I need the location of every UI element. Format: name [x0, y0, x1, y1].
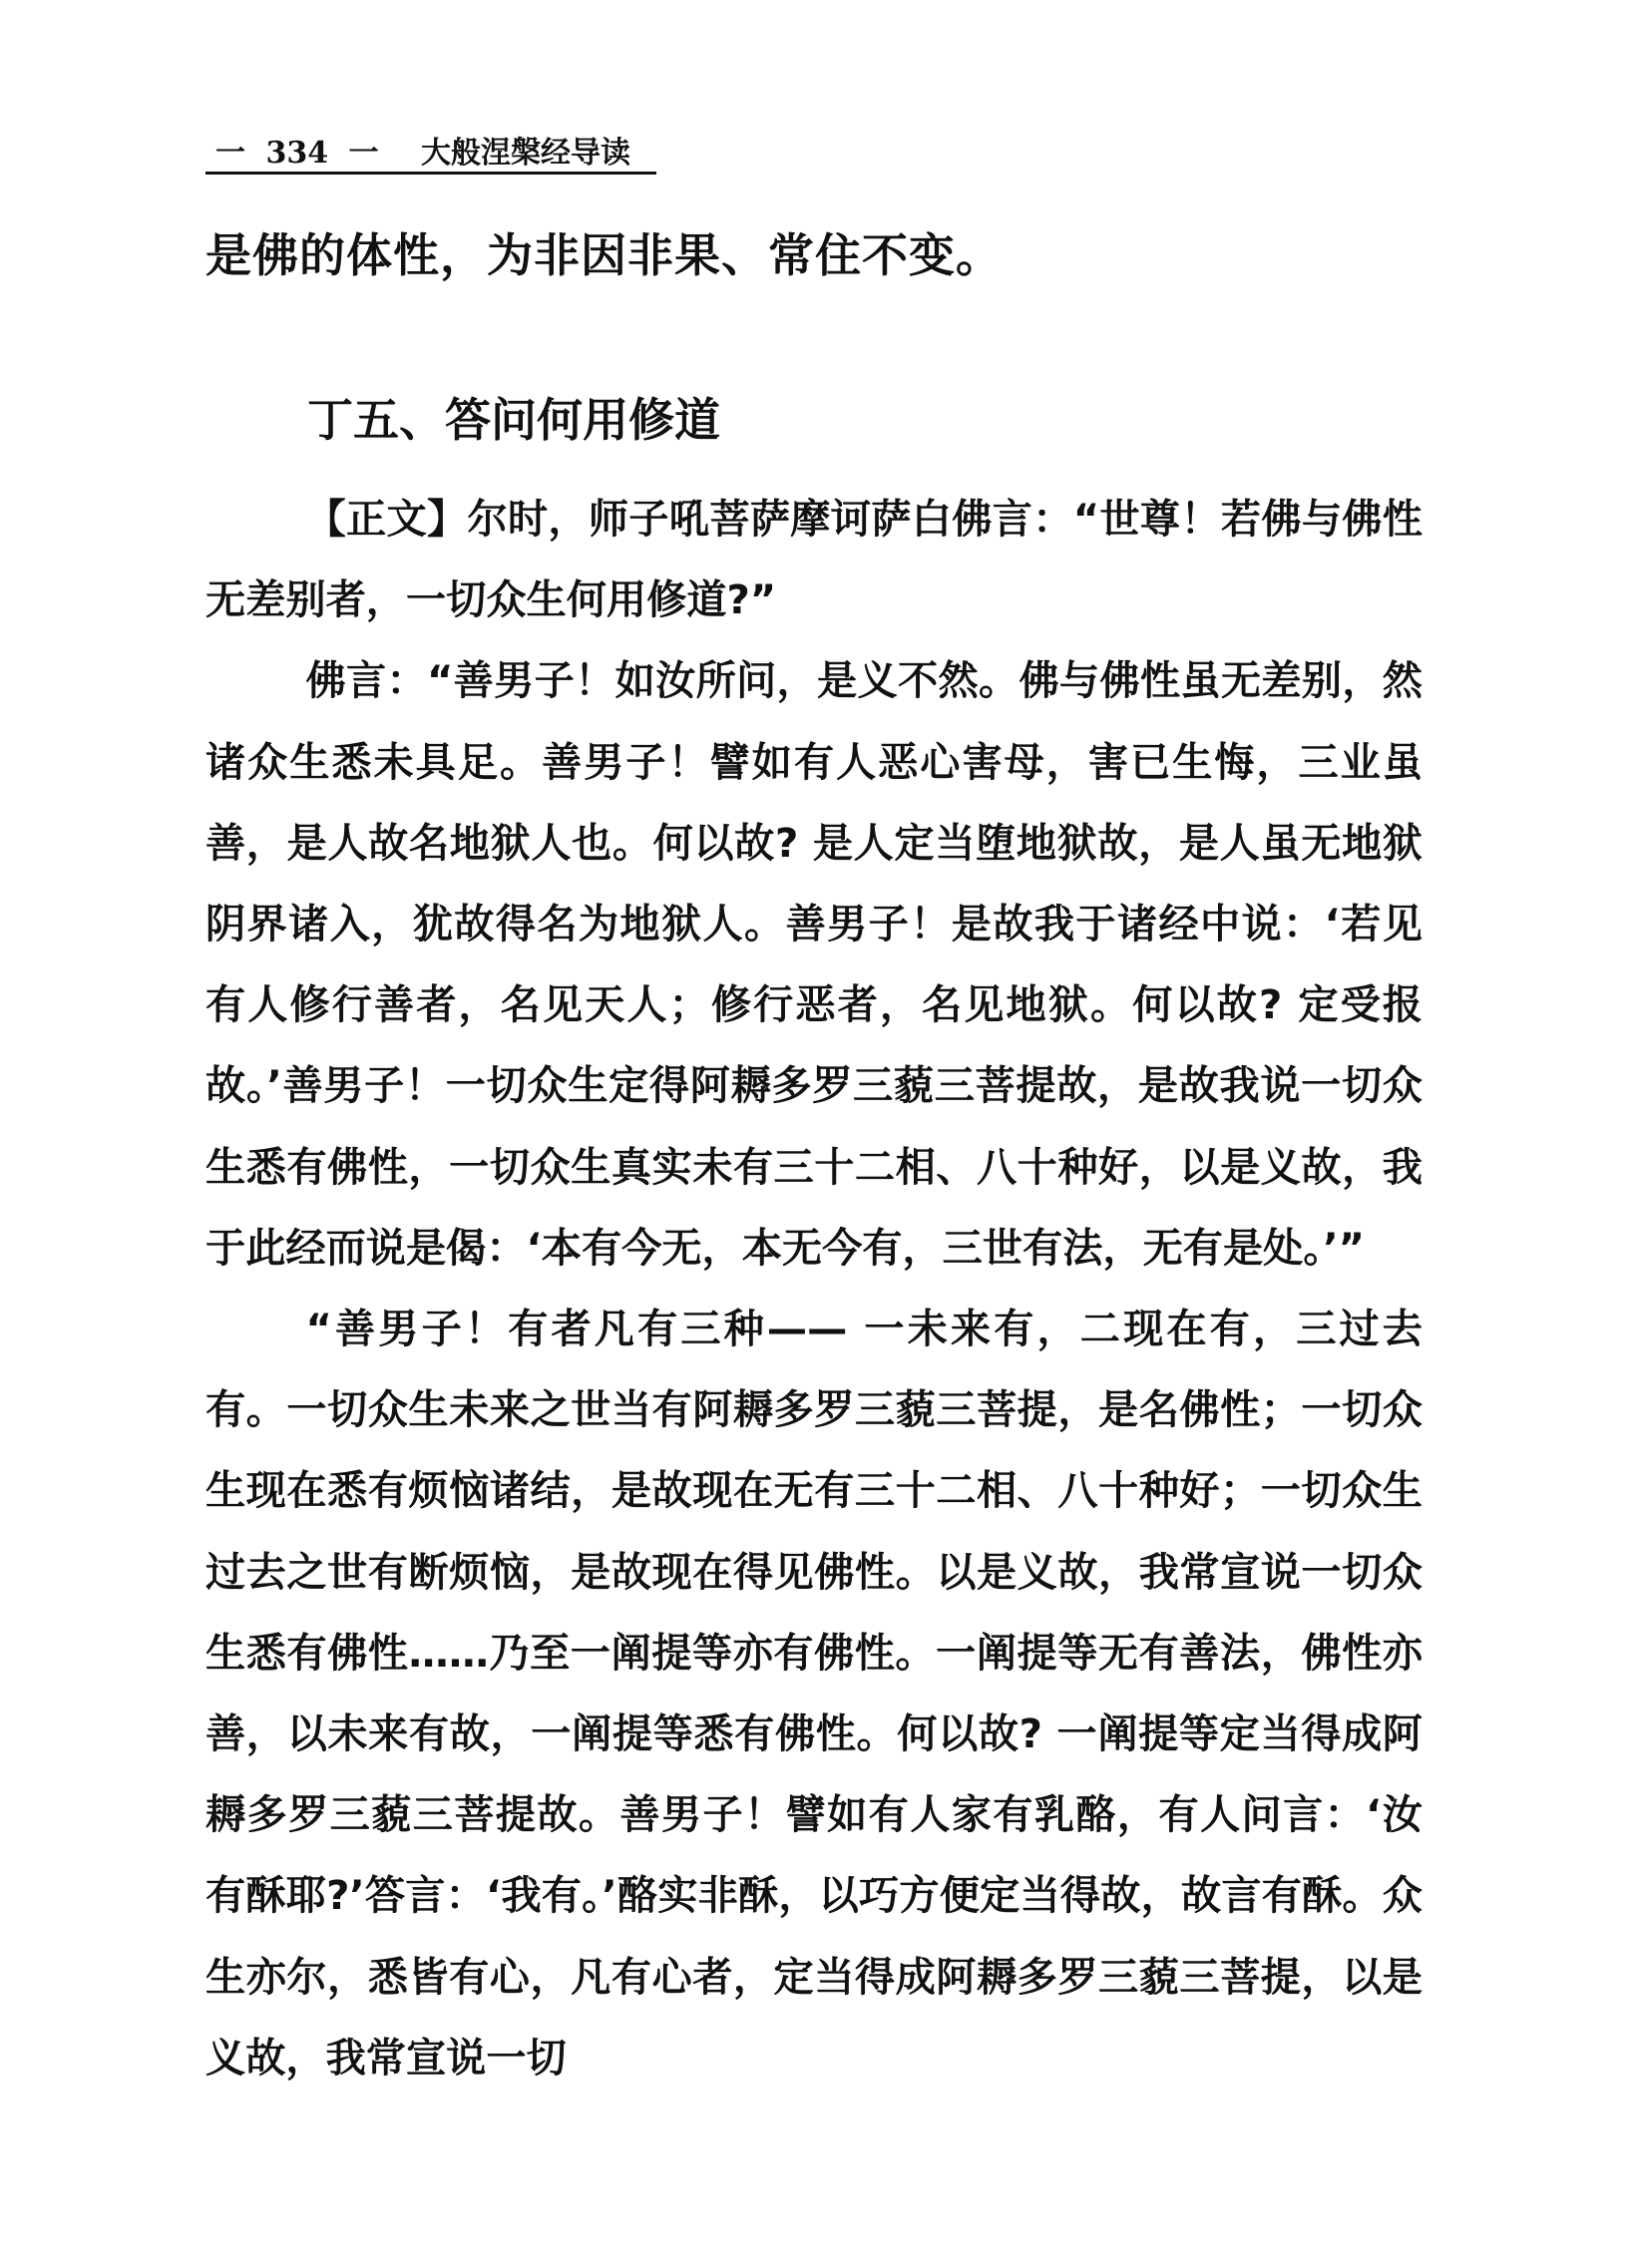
paragraph-1: [205, 479, 1423, 641]
body-text: [205, 479, 1423, 2099]
section-heading: 丁五、答问何用修道: [307, 393, 720, 447]
paragraph-text: 尔时，师子吼菩萨摩诃萨白佛言：“世尊！若佛与佛性无差别者，一切众生何用修道?”: [205, 497, 1423, 624]
intro-line: 是佛的体性，为非因非果、常住不变。: [205, 228, 1003, 282]
paragraph-2: 佛言：“善男子！如汝所问，是义不然。佛与佛性虽无差别，然诸众生悉未具足。善男子！譬如有人恶心害母，害已生悔，三业虽善，是人故名地狱人也。何以故? 是人定当堕地狱故，是人虽无地狱阴界诸入，犹故得名为地狱人。善男子！是故我于诸经中说：‘若见有人修行善者，名见天人；修行恶者，名见地狱。何以故? 定受报故。’善男子！一切众生定得阿耨多罗三藐三菩提故，是故我说一切众生悉有佛性，一切众生真实未有三十二相、八十种好，以是义故，我于此经而说是偈：‘本有今无，本无今有，三世有法，无有是处。’”: [205, 658, 1423, 1272]
paragraph-3: “善男子！有者凡有三种—— 一未来有，二现在有，三过去有。一切众生未来之世当有阿耨多罗三藐三菩提，是名佛性；一切众生现在悉有烦恼诸结，是故现在无有三十二相、八十种好；一切众生过去之世有断烦恼，是故现在得见佛性。以是义故，我常宣说一切众生悉有佛性……乃至一阐提等亦有佛性。一阐提等无有善法，佛性亦善，以未来有故，一阐提等悉有佛性。何以故? 一阐提等定当得成阿耨多罗三藐三菩提故。善男子！譬如有人家有乳酪，有人问言：‘汝有酥耶?’答言：‘我有。’酪实非酥，以巧方便定当得故，故言有酥。众生亦尔，悉皆有心，凡有心者，定当得成阿耨多罗三藐三菩提，以是义故，我常宣说一切: [205, 1307, 1423, 2081]
zhengwen-label: 【正文】: [305, 496, 468, 543]
running-header: [205, 128, 656, 175]
page-number: 334: [265, 136, 329, 171]
header-dash-left: 一: [215, 136, 245, 171]
header-dash-right: 一: [348, 136, 379, 171]
book-title: 大般涅槃经导读: [420, 136, 630, 171]
